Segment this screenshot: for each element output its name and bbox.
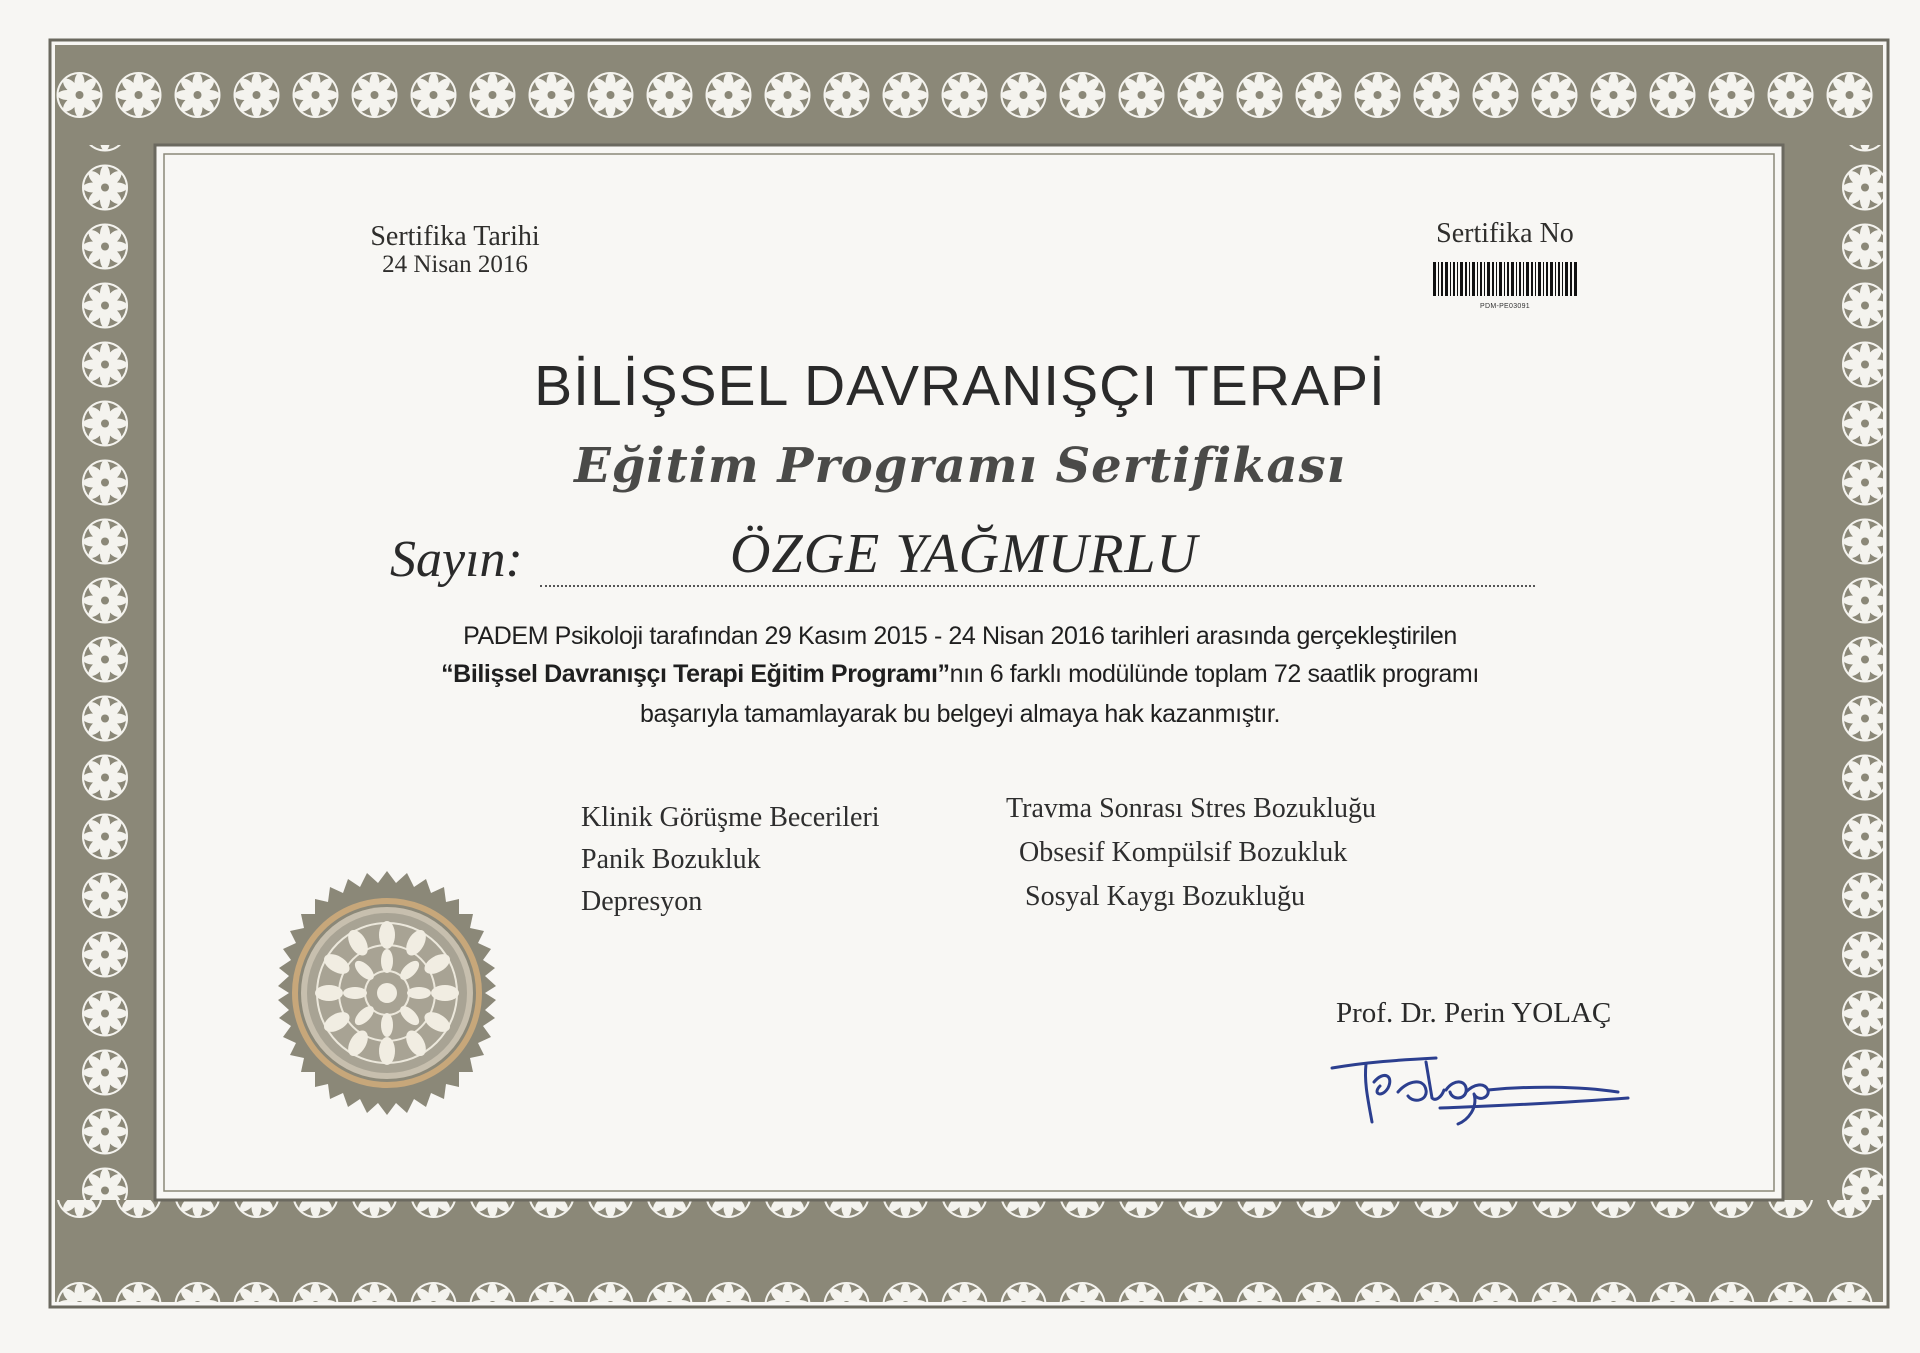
certificate-number-label: Sertifika No — [1436, 218, 1574, 249]
module-item: Travma Sonrası Stres Bozukluğu — [1006, 793, 1376, 824]
module-item: Sosyal Kaygı Bozukluğu — [1025, 881, 1305, 912]
certificate-number-block — [1405, 218, 1605, 310]
signer-name: Prof. Dr. Perin YOLAÇ — [1336, 997, 1612, 1029]
module-item: Obsesif Kompülsif Bozukluk — [1019, 837, 1348, 868]
signature-icon — [1328, 1042, 1648, 1132]
certificate-title: BİLİŞSEL DAVRANIŞÇI TERAPİ — [534, 354, 1386, 418]
barcode-text: PDM-PE03091 — [1480, 303, 1530, 310]
module-item: Panik Bozukluk — [581, 844, 761, 875]
body-text-line-2-rest: nın 6 farklı modülünde toplam 72 saatlik programı — [949, 660, 1479, 688]
body-text-line-3: başarıyla tamamlayarak bu belgeyi almaya hak kazanmıştır. — [639, 700, 1280, 728]
barcode-icon — [1433, 262, 1577, 296]
salutation-label: Sayın: — [390, 531, 523, 588]
certificate-date-block — [330, 222, 580, 278]
body-text-line-2 — [0, 657, 1920, 691]
recipient-name: ÖZGE YAĞMURLU — [730, 523, 1198, 585]
body-text-line-1: PADEM Psikoloji tarafından 29 Kasım 2015 - 24 Nisan 2016 tarihleri arasında gerçekleştirilen — [463, 622, 1457, 650]
certificate-subtitle: Eğitim Programı Sertifikası — [574, 438, 1346, 494]
recipient-row — [390, 523, 1540, 592]
module-item: Klinik Görüşme Becerileri — [581, 802, 880, 833]
certificate-date-value: 24 Nisan 2016 — [382, 251, 528, 278]
program-name: “Bilişsel Davranışçı Terapi Eğitim Programı” — [441, 660, 950, 688]
certificate-date-label: Sertifika Tarihi — [370, 221, 540, 252]
module-item: Depresyon — [581, 886, 703, 917]
seal-emblem-icon — [262, 868, 512, 1118]
